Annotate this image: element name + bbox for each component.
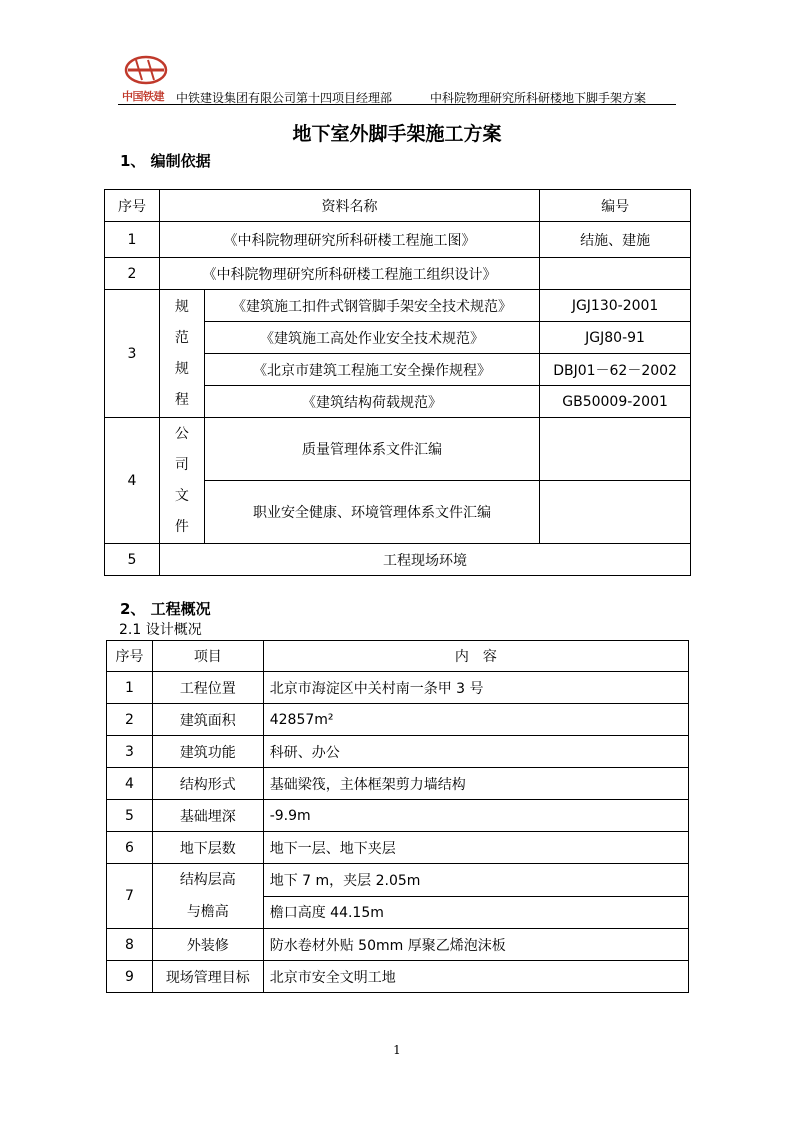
group-char: 件 bbox=[174, 518, 189, 535]
row-item: 现场管理目标 bbox=[152, 961, 263, 993]
group-label-standards bbox=[159, 290, 204, 418]
doc-name: 质量管理体系文件汇编 bbox=[204, 418, 539, 481]
col-header-content: 内 容 bbox=[263, 641, 688, 672]
row-item: 建筑功能 bbox=[152, 736, 263, 768]
row-item: 地下层数 bbox=[152, 832, 263, 864]
table-header-row bbox=[107, 641, 689, 672]
page-title: 地下室外脚手架施工方案 bbox=[292, 123, 502, 145]
section1-heading: 1、 编制依据 bbox=[120, 152, 211, 170]
doc-name: 工程现场环境 bbox=[159, 544, 690, 576]
doc-name: 《中科院物理研究所科研楼工程施工图》 bbox=[159, 222, 539, 258]
doc-name: 职业安全健康、环境管理体系文件汇编 bbox=[204, 481, 539, 544]
doc-name: 《建筑施工扣件式钢管脚手架安全技术规范》 bbox=[204, 290, 539, 322]
doc-code bbox=[540, 418, 691, 481]
col-header-no: 序号 bbox=[107, 641, 153, 672]
row-no: 4 bbox=[105, 418, 160, 544]
table-row bbox=[105, 222, 691, 258]
row-item bbox=[152, 864, 263, 929]
row-no: 5 bbox=[105, 544, 160, 576]
table-row bbox=[107, 736, 689, 768]
row-content: 檐口高度 44.15m bbox=[263, 896, 688, 929]
row-no: 2 bbox=[105, 258, 160, 290]
row-no: 6 bbox=[107, 832, 153, 864]
row-content: 地下一层、地下夹层 bbox=[263, 832, 688, 864]
group-char: 范 bbox=[174, 329, 189, 346]
col-header-no: 序号 bbox=[105, 190, 160, 222]
row-no: 7 bbox=[107, 864, 153, 929]
doc-code bbox=[540, 481, 691, 544]
row-content: 北京市安全文明工地 bbox=[263, 961, 688, 993]
row-content: 防水卷材外贴 50mm 厚聚乙烯泡沫板 bbox=[263, 929, 688, 961]
group-char: 司 bbox=[174, 456, 189, 473]
reference-table bbox=[104, 189, 691, 576]
row-content: 42857m² bbox=[263, 704, 688, 736]
table-row bbox=[107, 929, 689, 961]
row-no: 1 bbox=[105, 222, 160, 258]
table-row bbox=[107, 704, 689, 736]
company-name: 中铁建设集团有限公司第十四项目经理部 bbox=[176, 91, 393, 105]
col-header-item: 项目 bbox=[152, 641, 263, 672]
row-no: 3 bbox=[105, 290, 160, 418]
page-header bbox=[118, 52, 678, 106]
doc-code: JGJ80-91 bbox=[540, 322, 691, 354]
table-row bbox=[107, 768, 689, 800]
row-content: 科研、办公 bbox=[263, 736, 688, 768]
table-row bbox=[105, 418, 691, 481]
section2-heading: 2、 工程概况 bbox=[120, 600, 211, 618]
group-label-company-docs bbox=[159, 418, 204, 544]
logo-text: 中国铁建 bbox=[122, 90, 164, 103]
project-overview-table bbox=[106, 640, 689, 993]
doc-name: 《建筑结构荷载规范》 bbox=[204, 386, 539, 418]
row-item: 基础埋深 bbox=[152, 800, 263, 832]
table-row bbox=[105, 290, 691, 322]
row-item: 结构形式 bbox=[152, 768, 263, 800]
doc-code: DBJ01－62－2002 bbox=[540, 354, 691, 386]
row-no: 8 bbox=[107, 929, 153, 961]
table-row bbox=[107, 672, 689, 704]
table-header-row bbox=[105, 190, 691, 222]
project-name: 中科院物理研究所科研楼地下脚手架方案 bbox=[430, 91, 647, 105]
doc-code: JGJ130-2001 bbox=[540, 290, 691, 322]
table-row bbox=[107, 864, 689, 897]
group-char: 文 bbox=[174, 487, 189, 504]
row-item-line: 与檐高 bbox=[186, 904, 229, 920]
table-row bbox=[107, 961, 689, 993]
doc-name: 《北京市建筑工程施工安全操作规程》 bbox=[204, 354, 539, 386]
row-no: 5 bbox=[107, 800, 153, 832]
group-char: 公 bbox=[174, 425, 189, 442]
row-content: -9.9m bbox=[263, 800, 688, 832]
doc-code bbox=[540, 258, 691, 290]
row-content: 基础梁筏，主体框架剪力墙结构 bbox=[263, 768, 688, 800]
row-no: 4 bbox=[107, 768, 153, 800]
row-item: 建筑面积 bbox=[152, 704, 263, 736]
row-content: 北京市海淀区中关村南一条甲 3 号 bbox=[263, 672, 688, 704]
doc-code: 结施、建施 bbox=[540, 222, 691, 258]
row-no: 9 bbox=[107, 961, 153, 993]
doc-code: GB50009-2001 bbox=[540, 386, 691, 418]
table-row bbox=[105, 544, 691, 576]
group-char: 规 bbox=[174, 360, 189, 377]
page-number: 1 bbox=[393, 1043, 401, 1057]
table-row bbox=[107, 832, 689, 864]
doc-name: 《建筑施工高处作业安全技术规范》 bbox=[204, 322, 539, 354]
row-item: 外装修 bbox=[152, 929, 263, 961]
table-row bbox=[105, 258, 691, 290]
table-row bbox=[107, 800, 689, 832]
group-char: 程 bbox=[174, 391, 189, 408]
group-char: 规 bbox=[174, 298, 189, 315]
col-header-code: 编号 bbox=[540, 190, 691, 222]
doc-name: 《中科院物理研究所科研楼工程施工组织设计》 bbox=[159, 258, 539, 290]
row-item: 工程位置 bbox=[152, 672, 263, 704]
row-no: 2 bbox=[107, 704, 153, 736]
col-header-name: 资料名称 bbox=[159, 190, 539, 222]
section2-subheading: 2.1 设计概况 bbox=[119, 622, 202, 638]
row-content: 地下 7 m，夹层 2.05m bbox=[263, 864, 688, 897]
row-item-line: 结构层高 bbox=[179, 872, 236, 888]
header-rule bbox=[118, 104, 676, 105]
row-no: 3 bbox=[107, 736, 153, 768]
row-no: 1 bbox=[107, 672, 153, 704]
